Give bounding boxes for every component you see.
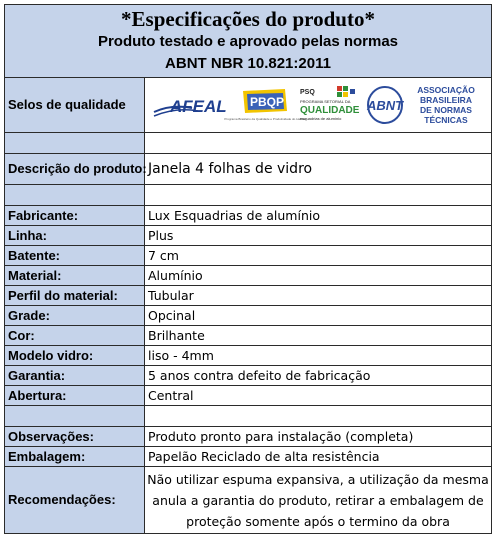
row-value: Tubular [145,286,492,306]
sheet-subtitle: Produto testado e aprovado pelas normas [97,33,399,50]
product-spec-sheet [4,4,492,534]
row-value: Plus [145,226,492,246]
row-label: Linha: [5,226,145,246]
pbqp-wordmark: PBQP [249,95,284,109]
psq-top: PSQ [300,89,316,96]
row-label: Cor: [5,326,145,346]
abnt-line-3: DE NORMAS [419,105,472,115]
psq-quality: QUALIDADE [300,105,360,116]
table-spacer-row [5,133,491,154]
row-value: Lux Esquadrias de alumínio [145,206,492,226]
table-row [5,246,491,266]
recommendations-text [145,467,492,534]
row-label: Batente: [5,246,145,266]
psq-program: PROGRAMA SETORIAL DA [300,99,351,104]
table-row [5,427,491,447]
table-spacer-row [5,406,491,427]
table-spacer-row [5,185,491,206]
row-label: Embalagem: [5,447,145,467]
row-value: Central [145,386,492,406]
seals-label: Selos de qualidade [5,78,145,133]
table-row [5,366,491,386]
afeal-wordmark: AFEAL [170,97,227,116]
table-row [5,266,491,286]
row-label: Garantia: [5,366,145,386]
psq-logo [299,85,359,125]
recommendation-line: anula a garantia do produto, retirar a embalagem de [152,492,484,508]
table-row [5,154,491,185]
table-row [5,286,491,306]
row-value: 7 cm [145,246,492,266]
row-label: Abertura: [5,386,145,406]
psq-caption: esquadrias de alumínio [300,116,342,121]
seals-logos [145,78,492,133]
row-value: 5 anos contra defeito de fabricação [145,366,492,386]
table-row [5,386,491,406]
row-value: Brilhante [145,326,492,346]
row-value: Produto pronto para instalação (completa) [145,427,492,447]
recommendation-line: proteção somente após o termino da obra [186,513,450,529]
pbqp-caption: Programa Brasileiro da Qualidade e Produtividade do Habitat [223,117,306,121]
table-row [5,447,491,467]
row-value: Janela 4 folhas de vidro [145,154,492,185]
abnt-line-4: TÉCNICAS [424,115,468,125]
row-value: Alumínio [145,266,492,286]
table-row [5,206,491,226]
norm-reference: ABNT NBR 10.821:2011 [165,55,331,72]
abnt-logo [366,84,484,126]
row-label: Grade: [5,306,145,326]
row-label: Material: [5,266,145,286]
abnt-seal-text: ABNT [366,98,404,113]
row-value: Papelão Reciclado de alta resistência [145,447,492,467]
row-label: Perfil do material: [5,286,145,306]
row-value: Opcinal [145,306,492,326]
abnt-line-2: BRASILEIRA [419,95,472,105]
spec-header [5,5,491,78]
row-label: Descrição do produto: [5,154,145,185]
afeal-logo [152,90,230,120]
table-row [5,78,491,133]
table-row [5,467,491,534]
pbqp-logo [223,85,306,125]
row-value: liso - 4mm [145,346,492,366]
sheet-title: *Especificações do produto* [121,7,375,31]
table-row [5,346,491,366]
row-label: Modelo vidro: [5,346,145,366]
recommendation-line: Não utilizar espuma expansiva, a utilização da mesma [147,471,489,487]
table-row [5,306,491,326]
table-row [5,226,491,246]
row-label: Observações: [5,427,145,447]
row-label: Recomendações: [5,467,145,534]
spec-table [5,78,491,533]
table-row [5,326,491,346]
abnt-line-1: ASSOCIAÇÃO [417,85,475,95]
row-label: Fabricante: [5,206,145,226]
